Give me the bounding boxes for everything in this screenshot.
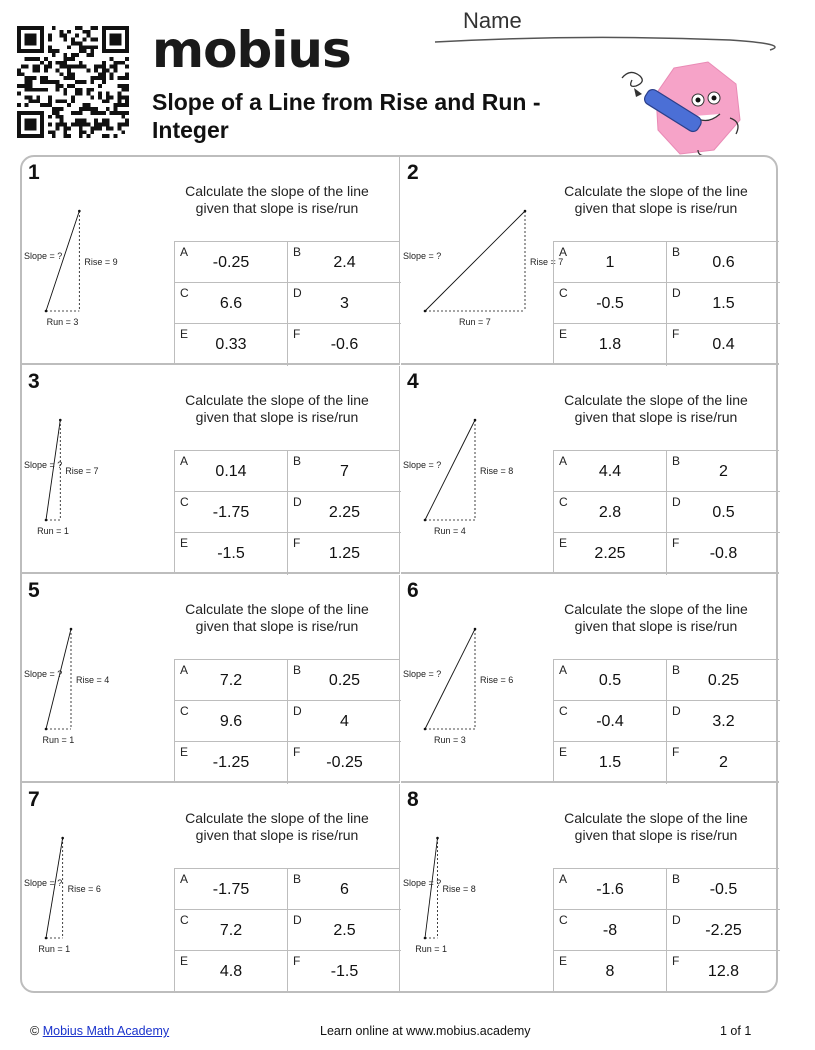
answer-option-b[interactable] (667, 660, 780, 701)
question-card (401, 575, 779, 783)
page-number: 1 of 1 (720, 1024, 752, 1038)
answer-value: -1.75 (212, 881, 250, 898)
answer-value: -1.75 (212, 504, 250, 521)
answer-letter: B (293, 245, 302, 259)
answer-grid (553, 450, 779, 574)
answer-grid (174, 241, 400, 365)
slope-line (46, 420, 60, 520)
answer-option-f[interactable] (288, 324, 401, 366)
answer-value: -0.25 (212, 254, 250, 271)
answer-value: 0.33 (215, 336, 247, 353)
question-prompt: Calculate the slope of the line given that slope is rise/run (185, 183, 369, 216)
answer-letter: E (180, 745, 189, 759)
answer-option-e[interactable] (554, 742, 667, 784)
learn-online-text: Learn online at www.mobius.academy (320, 1024, 531, 1038)
answer-value: 2.4 (333, 254, 356, 271)
answer-letter: B (672, 245, 681, 259)
rise-label: Rise = 4 (76, 675, 110, 685)
answer-grid (553, 659, 779, 783)
slope-line (46, 629, 71, 729)
answer-value: 2.8 (598, 504, 622, 521)
answer-option-b[interactable] (667, 451, 780, 492)
answer-option-b[interactable] (288, 451, 401, 492)
start-point (424, 728, 427, 731)
rise-label: Rise = 7 (530, 257, 564, 267)
answer-option-f[interactable] (667, 324, 780, 366)
answer-letter: D (293, 913, 302, 927)
slope-line (425, 211, 525, 311)
answer-letter: B (672, 454, 681, 468)
answer-value: 3.2 (712, 713, 735, 730)
answer-value: 6 (340, 881, 349, 898)
question-number: 6 (407, 579, 419, 602)
answer-value: 2.25 (328, 504, 361, 521)
answer-value: -2.25 (705, 922, 742, 939)
answer-value: 0.5 (598, 672, 622, 689)
slope-line (425, 838, 438, 938)
answer-letter: D (672, 286, 681, 300)
question-card (401, 366, 779, 574)
answer-letter: C (559, 495, 568, 509)
end-point (59, 419, 62, 422)
answer-grid (174, 450, 400, 574)
start-point (424, 937, 427, 940)
end-point (474, 628, 477, 631)
answer-letter: A (180, 872, 189, 886)
answer-value: -0.25 (326, 754, 363, 771)
answer-option-f[interactable] (288, 951, 401, 993)
answer-option-a[interactable] (554, 869, 667, 910)
answer-value: 1.25 (328, 545, 361, 562)
answer-letter: F (293, 536, 301, 550)
slope-label: Slope = ? (24, 460, 63, 470)
answer-option-e[interactable] (175, 742, 288, 784)
slope-label: Slope = ? (24, 878, 63, 888)
question-card (401, 157, 779, 365)
answer-value: 4.4 (598, 463, 622, 480)
answer-grid (174, 659, 400, 783)
slope-label: Slope = ? (24, 251, 63, 261)
answer-value: -0.5 (709, 881, 738, 898)
answer-option-e[interactable] (554, 533, 667, 575)
end-point (474, 419, 477, 422)
slope-line (425, 629, 475, 729)
rise-label: Rise = 8 (442, 884, 476, 894)
answer-option-f[interactable] (667, 742, 780, 784)
slope-line (425, 420, 475, 520)
name-underline (430, 30, 780, 60)
run-label: Run = 3 (434, 735, 466, 745)
question-prompt: Calculate the slope of the line given that slope is rise/run (185, 392, 369, 425)
answer-value: -0.5 (596, 295, 624, 312)
answer-letter: D (672, 495, 681, 509)
answer-value: -1.5 (217, 545, 245, 562)
question-prompt: Calculate the slope of the line given that slope is rise/run (564, 392, 748, 425)
answer-option-c[interactable] (554, 910, 667, 951)
answer-value: 6.6 (219, 295, 243, 312)
answer-letter: A (559, 663, 568, 677)
answer-letter: F (672, 954, 680, 968)
answer-option-e[interactable] (554, 951, 667, 993)
answer-option-c[interactable] (554, 283, 667, 324)
answer-value: -0.6 (330, 336, 359, 353)
answer-value: -1.5 (330, 963, 359, 980)
slope-triangle-diagram (22, 615, 172, 775)
answer-option-e[interactable] (175, 533, 288, 575)
answer-value: -0.8 (709, 545, 738, 562)
question-number: 5 (28, 579, 40, 602)
question-card (401, 784, 779, 992)
slope-line (46, 211, 79, 311)
answer-value: 8 (605, 963, 615, 980)
answer-option-c[interactable] (554, 701, 667, 742)
question-number: 3 (28, 370, 40, 393)
answer-option-d[interactable] (288, 492, 401, 533)
slope-triangle-diagram (22, 824, 172, 984)
slope-label: Slope = ? (403, 251, 442, 261)
answer-value: 4.8 (219, 963, 243, 980)
answer-value: 0.25 (328, 672, 361, 689)
answer-option-a[interactable] (554, 451, 667, 492)
question-grid (20, 155, 778, 993)
answer-letter: A (559, 872, 568, 886)
answer-letter: E (180, 536, 189, 550)
answer-option-e[interactable] (554, 324, 667, 366)
answer-value: 2.25 (594, 545, 626, 562)
answer-letter: E (559, 745, 568, 759)
question-number: 7 (28, 788, 40, 811)
name-label: Name (463, 8, 522, 33)
run-label: Run = 7 (459, 317, 491, 327)
answer-value: 9.6 (219, 713, 243, 730)
question-card (22, 784, 400, 992)
answer-letter: F (293, 327, 301, 341)
answer-option-a[interactable] (175, 242, 288, 283)
answer-option-c[interactable] (554, 492, 667, 533)
slope-label: Slope = ? (24, 669, 63, 679)
slope-triangle-diagram (22, 406, 172, 566)
answer-value: 7.2 (219, 672, 243, 689)
answer-option-b[interactable] (667, 869, 780, 910)
answer-option-d[interactable] (667, 910, 780, 951)
slope-triangle-diagram (22, 197, 172, 357)
answer-letter: D (293, 704, 302, 718)
answer-option-b[interactable] (667, 242, 780, 283)
start-point (45, 310, 48, 313)
copyright-symbol: © (30, 1024, 40, 1038)
slope-triangle-diagram (401, 197, 564, 357)
answer-option-e[interactable] (175, 951, 288, 993)
answer-option-b[interactable] (288, 660, 401, 701)
answer-letter: F (672, 745, 680, 759)
answer-letter: E (559, 536, 568, 550)
slope-label: Slope = ? (403, 878, 442, 888)
answer-option-d[interactable] (288, 910, 401, 951)
answer-letter: B (672, 872, 681, 886)
answer-option-d[interactable] (667, 701, 780, 742)
answer-option-a[interactable] (175, 451, 288, 492)
answer-option-e[interactable] (175, 324, 288, 366)
answer-option-d[interactable] (667, 492, 780, 533)
answer-option-d[interactable] (667, 283, 780, 324)
slope-label: Slope = ? (403, 460, 442, 470)
answer-value: 0.6 (712, 254, 735, 271)
answer-option-a[interactable] (175, 869, 288, 910)
mobius-logo (152, 22, 351, 78)
run-label: Run = 4 (434, 526, 466, 536)
answer-value: 1.5 (598, 754, 622, 771)
answer-letter: C (180, 913, 189, 927)
answer-letter: C (180, 495, 189, 509)
end-point (61, 837, 64, 840)
answer-letter: F (672, 327, 680, 341)
question-number: 2 (407, 161, 419, 184)
question-prompt: Calculate the slope of the line given that slope is rise/run (185, 810, 369, 843)
question-card (22, 366, 400, 574)
end-point (436, 837, 439, 840)
answer-value: 2 (719, 754, 728, 771)
answer-letter: B (293, 663, 302, 677)
answer-value: 2.5 (333, 922, 356, 939)
rise-label: Rise = 6 (67, 884, 101, 894)
slope-triangle-diagram (401, 406, 551, 566)
answer-value: 0.25 (707, 672, 740, 689)
answer-value: 0.4 (712, 336, 735, 353)
question-number: 4 (407, 370, 419, 393)
answer-value: -0.4 (596, 713, 624, 730)
answer-option-b[interactable] (288, 869, 401, 910)
answer-option-c[interactable] (175, 283, 288, 324)
run-label: Run = 1 (38, 944, 71, 954)
answer-letter: B (293, 454, 302, 468)
answer-letter: E (559, 327, 568, 341)
mascot-illustration (612, 58, 762, 158)
answer-option-a[interactable] (554, 660, 667, 701)
answer-letter: B (672, 663, 681, 677)
answer-value: -1.25 (212, 754, 250, 771)
start-point (424, 519, 427, 522)
answer-option-f[interactable] (288, 742, 401, 784)
answer-value: -1.6 (596, 881, 624, 898)
answer-letter: C (559, 704, 568, 718)
start-point (45, 937, 48, 940)
answer-option-f[interactable] (667, 951, 780, 993)
answer-grid (174, 868, 400, 992)
answer-letter: C (559, 913, 568, 927)
answer-letter: D (672, 913, 681, 927)
answer-value: 1 (605, 254, 615, 271)
question-number: 1 (28, 161, 40, 184)
answer-letter: C (180, 286, 189, 300)
answer-letter: A (180, 454, 189, 468)
answer-letter: D (672, 704, 681, 718)
answer-letter: F (293, 745, 301, 759)
answer-option-c[interactable] (175, 701, 288, 742)
qr-code (16, 26, 130, 138)
answer-value: 1.5 (712, 295, 735, 312)
answer-letter: D (293, 495, 302, 509)
question-prompt: Calculate the slope of the line given that slope is rise/run (564, 601, 748, 634)
rise-label: Rise = 7 (65, 466, 99, 476)
answer-option-f[interactable] (288, 533, 401, 575)
answer-letter: F (672, 536, 680, 550)
answer-value: 2 (719, 463, 728, 480)
end-point (524, 210, 527, 213)
question-prompt: Calculate the slope of the line given that slope is rise/run (564, 183, 748, 216)
answer-option-c[interactable] (175, 492, 288, 533)
answer-grid (553, 868, 779, 992)
run-label: Run = 1 (42, 735, 75, 745)
question-prompt: Calculate the slope of the line given that slope is rise/run (564, 810, 748, 843)
answer-value: 4 (340, 713, 349, 730)
rise-label: Rise = 9 (84, 257, 118, 267)
answer-value: 3 (340, 295, 349, 312)
answer-letter: A (180, 663, 189, 677)
answer-letter: C (559, 286, 568, 300)
answer-option-a[interactable] (554, 242, 667, 283)
answer-value: 12.8 (707, 963, 740, 980)
slope-label: Slope = ? (403, 669, 442, 679)
end-point (78, 210, 81, 213)
question-prompt: Calculate the slope of the line given that slope is rise/run (185, 601, 369, 634)
answer-letter: F (293, 954, 301, 968)
answer-value: 7.2 (219, 922, 243, 939)
answer-value: 0.14 (215, 463, 247, 480)
answer-grid (553, 241, 779, 365)
rise-label: Rise = 8 (480, 466, 514, 476)
start-point (424, 310, 427, 313)
answer-value: 0.5 (712, 504, 735, 521)
logo-text: mobius (152, 21, 351, 79)
answer-option-f[interactable] (667, 533, 780, 575)
answer-letter: B (293, 872, 302, 886)
slope-line (46, 838, 63, 938)
answer-option-b[interactable] (288, 242, 401, 283)
answer-letter: A (559, 245, 568, 259)
run-label: Run = 1 (415, 944, 448, 954)
answer-letter: E (180, 327, 189, 341)
answer-option-c[interactable] (175, 910, 288, 951)
answer-letter: A (559, 454, 568, 468)
answer-option-d[interactable] (288, 701, 401, 742)
answer-value: 7 (340, 463, 349, 480)
run-label: Run = 3 (46, 317, 79, 327)
slope-triangle-diagram (401, 615, 551, 775)
answer-value: 1.8 (598, 336, 622, 353)
answer-option-d[interactable] (288, 283, 401, 324)
start-point (45, 728, 48, 731)
answer-option-a[interactable] (175, 660, 288, 701)
mobius-academy-link[interactable]: Mobius Math Academy (42, 1024, 170, 1038)
start-point (45, 519, 48, 522)
run-label: Run = 1 (37, 526, 69, 536)
rise-label: Rise = 6 (480, 675, 514, 685)
answer-letter: E (559, 954, 568, 968)
copyright (30, 1024, 169, 1038)
worksheet-title: Slope of a Line from Rise and Run - Integer (152, 89, 541, 143)
answer-letter: E (180, 954, 189, 968)
answer-letter: A (180, 245, 189, 259)
question-card (22, 575, 400, 783)
answer-value: -8 (602, 922, 618, 939)
slope-triangle-diagram (401, 824, 551, 984)
question-number: 8 (407, 788, 419, 811)
answer-letter: C (180, 704, 189, 718)
question-card (22, 157, 400, 365)
answer-letter: D (293, 286, 302, 300)
end-point (70, 628, 73, 631)
